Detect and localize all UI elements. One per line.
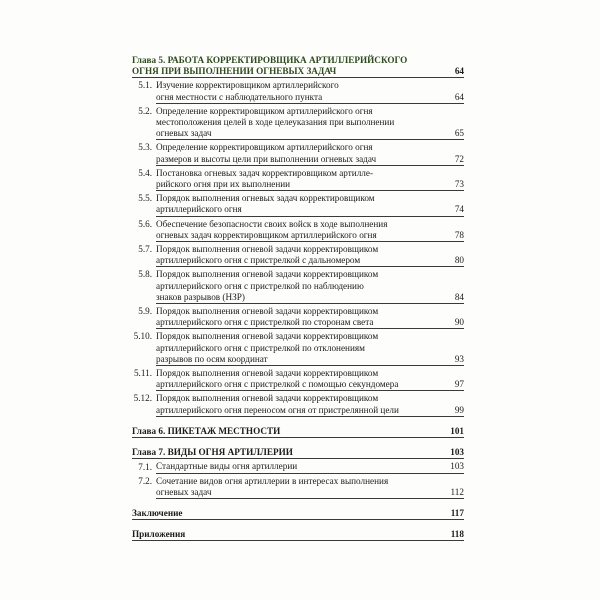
section-number: 5.9.	[138, 306, 152, 317]
section-page: 112	[450, 486, 464, 497]
section-number: 5.5.	[138, 193, 152, 204]
section-number: 5.10.	[133, 331, 152, 342]
chapter-5-sections	[132, 80, 464, 416]
section-title-line: разрывов по осям координат	[156, 353, 268, 364]
section-page: 78	[454, 229, 464, 240]
section-page: 72	[454, 153, 464, 164]
section-page: 103	[450, 461, 464, 472]
section-title-line: артиллерийского огня с пристрелкой по сторонам света	[156, 317, 374, 328]
section-title-line: артиллерийского огня переносом огня от пристрелянной цели	[156, 404, 399, 415]
section-page: 93	[454, 353, 464, 364]
toc-section-5-9[interactable]	[132, 306, 464, 329]
toc-section-5-10[interactable]	[132, 331, 464, 366]
section-title-line: местоположения целей в ходе целеуказания при выполнении	[156, 117, 395, 128]
section-title-line: огня местности с наблюдательного пункта	[156, 91, 323, 102]
toc-conclusion[interactable]	[132, 508, 464, 520]
chapter-5-title-line-2: ОГНЯ ПРИ ВЫПОЛНЕНИИ ОГНЕВЫХ ЗАДАЧ	[132, 66, 337, 77]
section-number: 5.7.	[138, 244, 152, 255]
toc-chapter-5[interactable]	[132, 55, 464, 78]
section-page: 64	[454, 91, 464, 102]
toc-section-5-4[interactable]	[132, 168, 464, 191]
section-page: 74	[454, 204, 464, 215]
section-title-line: Порядок выполнения огневой задачи корректировщиком	[156, 368, 379, 379]
section-title-line: Порядок выполнения огневой задачи корректировщиком	[156, 393, 379, 404]
toc-section-5-8[interactable]	[132, 269, 464, 304]
section-title-line: огневых задач	[156, 128, 212, 139]
section-title-line: Порядок выполнения огневой задачи корректировщиком	[156, 331, 379, 342]
section-title-line: Порядок выполнения огневой задачи корректировщиком	[156, 244, 379, 255]
toc-chapter-7[interactable]	[132, 447, 464, 459]
section-page: 65	[454, 128, 464, 139]
section-number: 5.2.	[138, 105, 152, 116]
chapter-6-title: Глава 6. ПИКЕТАЖ МЕСТНОСТИ	[132, 425, 281, 436]
toc-section-5-12[interactable]	[132, 393, 464, 416]
conclusion-title: Заключение	[132, 507, 183, 518]
section-number: 5.1.	[138, 80, 152, 91]
chapter-6-page: 101	[450, 425, 464, 436]
section-page: 99	[454, 404, 464, 415]
toc-section-5-7[interactable]	[132, 244, 464, 267]
section-title-line: Порядок выполнения огневой задачи корректировщиком	[156, 269, 379, 280]
section-title-line: артиллерийского огня	[156, 204, 242, 215]
chapter-7-sections	[132, 461, 464, 499]
section-title-line: Определение корректировщиком артиллерийского огня	[156, 142, 373, 153]
section-title-line: Порядок выполнения огневой задачи корректировщиком	[156, 306, 379, 317]
section-title-line: Изучение корректировщиком артиллерийского	[156, 80, 339, 91]
section-number: 5.3.	[138, 142, 152, 153]
section-title-line: артиллерийского огня с пристрелкой с дальномером	[156, 255, 361, 266]
table-of-contents	[132, 55, 464, 541]
section-page: 90	[454, 317, 464, 328]
toc-section-5-2[interactable]	[132, 106, 464, 141]
section-title-line: знаков разрывов (НЗР)	[156, 291, 245, 302]
chapter-7-page: 103	[450, 447, 464, 458]
chapter-5-title-line-1: Глава 5. РАБОТА КОРРЕКТИРОВЩИКА АРТИЛЛЕРИЙСКОГО	[132, 55, 408, 65]
toc-appendices[interactable]	[132, 529, 464, 541]
toc-section-5-1[interactable]	[132, 80, 464, 103]
section-page: 80	[454, 255, 464, 266]
section-number: 5.4.	[138, 167, 152, 178]
section-number: 5.6.	[138, 218, 152, 229]
chapter-7-title: Глава 7. ВИДЫ ОГНЯ АРТИЛЛЕРИИ	[132, 447, 293, 458]
toc-section-5-3[interactable]	[132, 142, 464, 165]
toc-section-5-11[interactable]	[132, 368, 464, 391]
chapter-5-page: 64	[454, 66, 464, 77]
section-title-line: огневых задач корректировщиком артиллерийского огня	[156, 229, 377, 240]
toc-section-5-5[interactable]	[132, 193, 464, 216]
section-page: 73	[454, 179, 464, 190]
section-title-line: Стандартные виды огня артиллерии	[156, 461, 298, 472]
toc-chapter-6[interactable]	[132, 426, 464, 438]
section-title-line: Сочетание видов огня артиллерии в интересах выполнения	[156, 475, 389, 486]
appendices-title: Приложения	[132, 529, 186, 540]
section-title-line: Постановка огневых задач корректировщиком артилле-	[156, 167, 374, 178]
toc-section-7-2[interactable]	[132, 476, 464, 499]
section-title-line: артиллерийского огня с пристрелкой по наблюдению	[156, 280, 364, 291]
section-title-line: Порядок выполнения огневых задач корректировщиком	[156, 193, 375, 204]
conclusion-page: 117	[450, 507, 464, 518]
section-number: 5.11.	[133, 368, 152, 379]
section-number: 7.1.	[138, 462, 152, 473]
section-page: 84	[454, 291, 464, 302]
section-number: 5.12.	[133, 393, 152, 404]
toc-section-5-6[interactable]	[132, 219, 464, 242]
section-title-line: Определение корректировщиком артиллерийского огня	[156, 105, 373, 116]
toc-section-7-1[interactable]	[132, 461, 464, 473]
section-title-line: размеров и высоты цели при выполнении огневых задач	[156, 153, 377, 164]
section-page: 97	[454, 379, 464, 390]
section-title-line: артиллерийского огня с пристрелкой по отклонениям	[156, 342, 365, 353]
section-title-line: огневых задач	[156, 486, 212, 497]
section-number: 5.8.	[138, 269, 152, 280]
section-title-line: артиллерийского огня с пристрелкой с помощью секундомера	[156, 379, 399, 390]
section-title-line: Обеспечение безопасности своих войск в ходе выполнения	[156, 218, 388, 229]
section-number: 7.2.	[138, 475, 152, 486]
section-title-line: рийского огня при их выполнении	[156, 179, 291, 190]
appendices-page: 118	[450, 529, 464, 540]
